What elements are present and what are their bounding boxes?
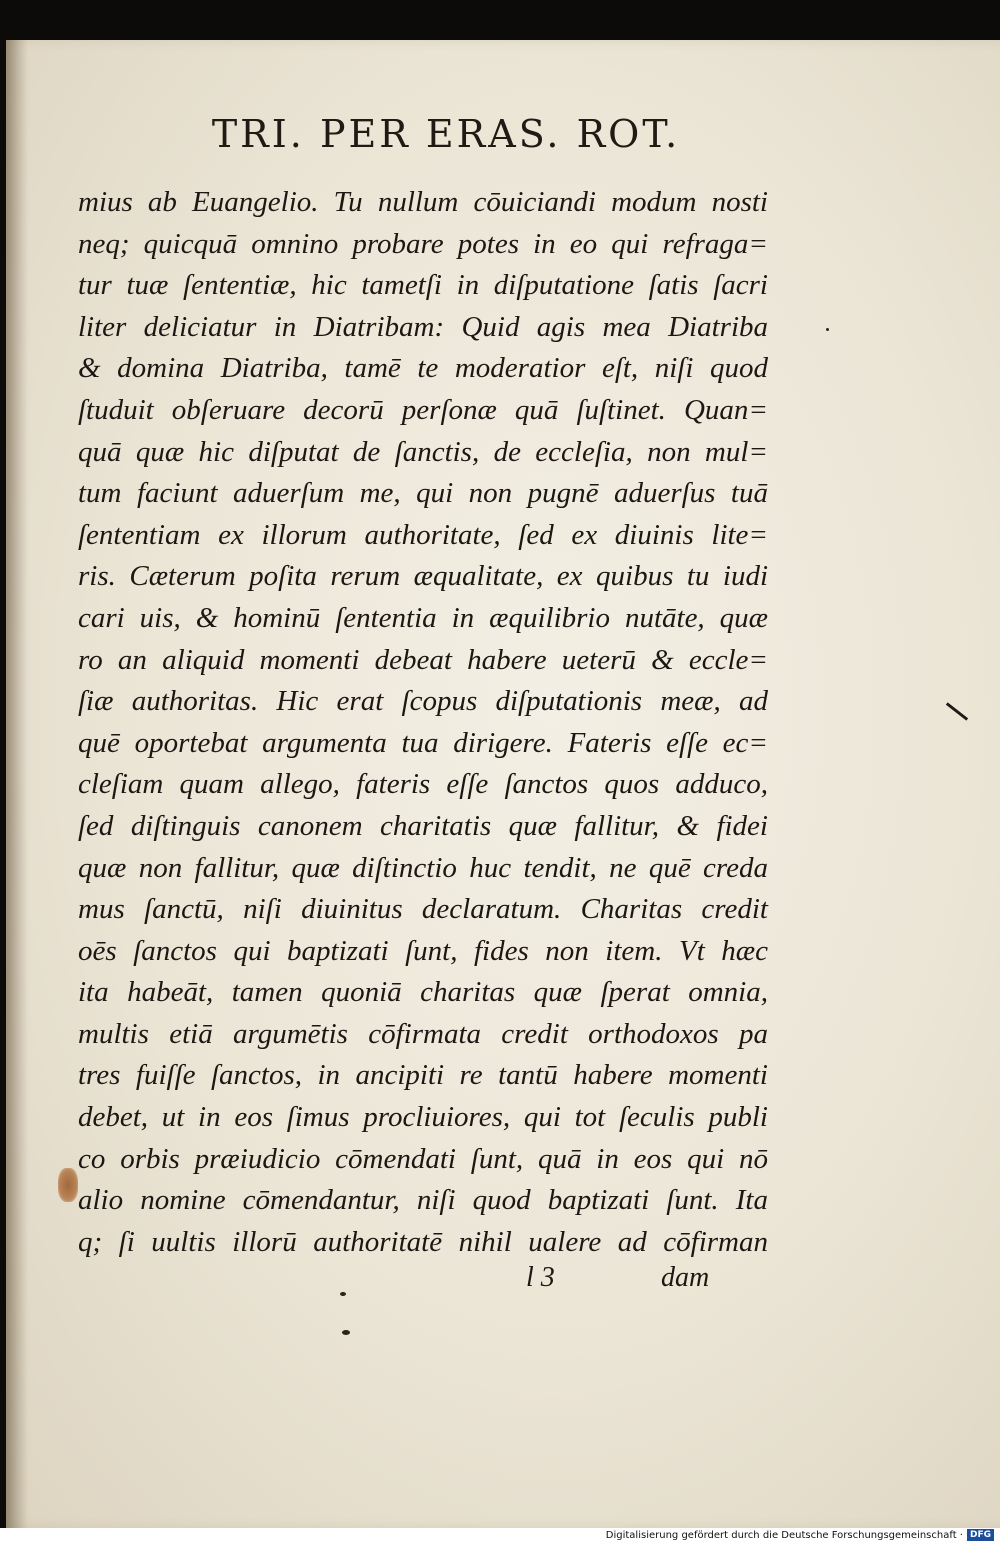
book-page bbox=[6, 40, 1000, 1528]
text-line: tum faciunt aduerſum me, qui non pugnē aduerſus tuā bbox=[78, 477, 768, 510]
text-line: ita habeāt, tamen quoniā charitas quæ ſperat omnia, bbox=[78, 976, 768, 1009]
text-line: liter deliciatur in Diatribam: Quid agis mea Diatriba bbox=[78, 310, 768, 343]
page-gutter-shadow bbox=[6, 40, 28, 1528]
running-head: TRI. PER ERAS. ROT. bbox=[211, 112, 681, 156]
dfg-logo: DFG bbox=[967, 1529, 994, 1541]
text-line: cleſiam quam allego, fateris eſſe ſanctos quos adduco, bbox=[78, 768, 768, 801]
catchword: dam bbox=[661, 1262, 710, 1293]
text-line: ſiæ authoritas. Hic erat ſcopus diſputationis meæ, ad bbox=[78, 685, 768, 718]
paper-speck bbox=[342, 1330, 350, 1335]
text-line: debet, ut in eos ſimus procliuiores, qui tot ſeculis publi bbox=[78, 1101, 768, 1134]
text-line: mius ab Euangelio. Tu nullum cōuiciandi modum nosti bbox=[78, 186, 768, 218]
text-line: alio nomine cōmendantur, niſi quod baptizati ſunt. Ita bbox=[78, 1184, 768, 1217]
digitization-credit bbox=[0, 1528, 1000, 1544]
text-line: ſtuduit obſeruare decorū perſonæ quā ſuſtinet. Quan= bbox=[78, 393, 768, 426]
text-line: co orbis præiudicio cōmendati ſunt, quā in eos qui nō bbox=[78, 1142, 768, 1175]
text-line: tur tuæ ſententiæ, hic tametſi in diſputatione ſatis ſacri bbox=[78, 269, 768, 302]
text-line: cari uis, & hominū ſententia in æquilibrio nutāte, quæ bbox=[78, 601, 768, 634]
text-line: quē oportebat argumenta tua dirigere. Fateris eſſe ec= bbox=[78, 726, 768, 759]
text-line: quæ non fallitur, quæ diſtinctio huc tendit, ne quē creda bbox=[78, 851, 768, 884]
paper-speck bbox=[826, 328, 829, 331]
text-line: neq; quicquā omnino probare potes in eo qui refraga= bbox=[78, 227, 768, 260]
text-line: tres fuiſſe ſanctos, in ancipiti re tantū habere momenti bbox=[78, 1059, 768, 1092]
text-line: ro an aliquid momenti debeat habere ueterū & eccle= bbox=[78, 643, 768, 676]
margin-mark bbox=[946, 702, 968, 720]
text-line: quā quæ hic diſputat de ſanctis, de eccleſia, non mul= bbox=[78, 435, 768, 468]
paper-stain bbox=[58, 1168, 78, 1202]
text-line: q; ſi uultis illorū authoritatē nihil ualere ad cōfirman bbox=[78, 1225, 768, 1258]
text-line: ſententiam ex illorum authoritate, ſed ex diuinis lite= bbox=[78, 518, 768, 551]
text-line: & domina Diatriba, tamē te moderatior eſt, niſi quod bbox=[78, 352, 768, 385]
text-line: ſed diſtinguis canonem charitatis quæ fallitur, & fidei bbox=[78, 809, 768, 842]
paper-speck bbox=[340, 1292, 346, 1296]
text-line: oēs ſanctos qui baptizati ſunt, fides non item. Vt hæc bbox=[78, 934, 768, 967]
text-line: mus ſanctū, niſi diuinitus declaratum. Charitas credit bbox=[78, 893, 768, 926]
body-text bbox=[78, 182, 768, 1263]
text-line: ris. Cæterum poſita rerum æqualitate, ex quibus tu iudi bbox=[78, 560, 768, 593]
credit-text: Digitalisierung gefördert durch die Deutsche Forschungsgemeinschaft · bbox=[605, 1530, 963, 1541]
signature-mark: l 3 bbox=[526, 1262, 555, 1293]
text-line: multis etiā argumētis cōfirmata credit orthodoxos pa bbox=[78, 1017, 768, 1050]
